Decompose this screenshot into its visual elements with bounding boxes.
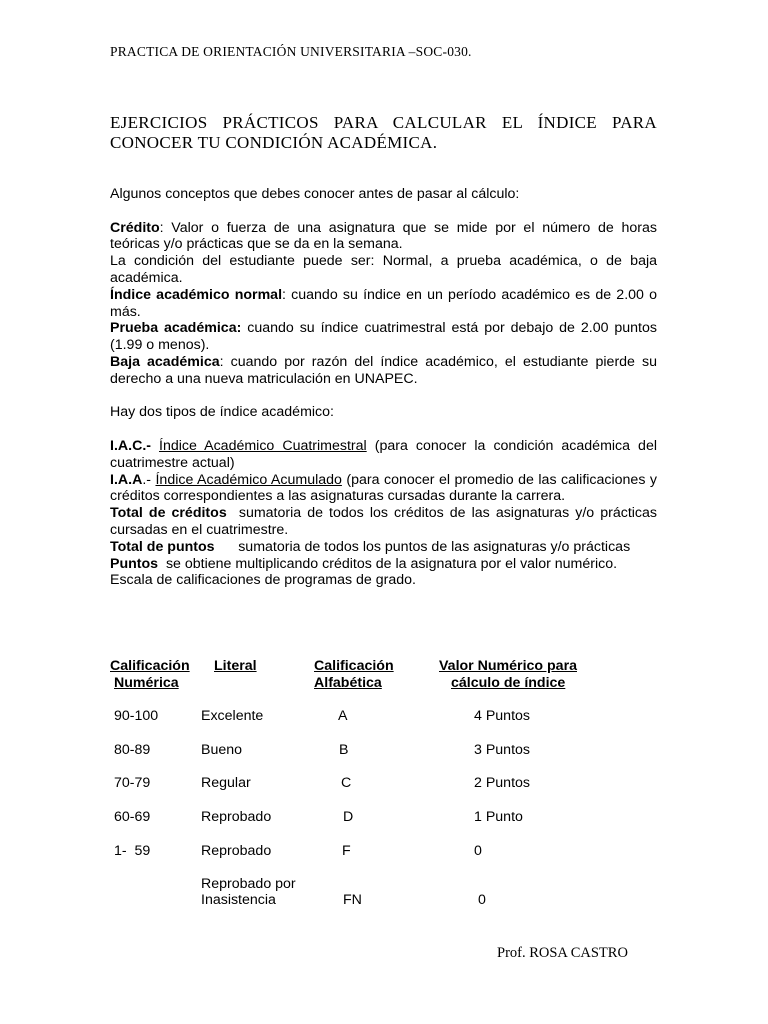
table-cell-literal-2: Inasistencia [201,892,276,908]
concept-text: : cuando por razón del índice académico, el estudiante pierde su derecho a una nueva matriculación en UNAPEC. [110,353,657,387]
tipo-separator: .- [142,471,156,488]
table-cell-numerica: 60-69 [114,809,151,825]
tipo-iaa [110,472,657,506]
table-cell-literal: Reprobado [201,809,272,825]
table-cell-literal: Regular [201,775,251,791]
table-cell-valor: 4 Puntos [474,708,531,724]
concept-term: Prueba académica: [110,320,242,337]
concept-text: : Valor o fuerza de una asignatura que se mide por el número de horas teóricas y/o prácticas que se da en la semana. [110,219,657,253]
signature: Prof. ROSA CASTRO [497,945,628,961]
table-cell-literal: Excelente [201,708,264,724]
table-cell-valor: 1 Punto [474,809,523,825]
intro-text: Algunos conceptos que debes conocer antes de pasar al cálculo: [110,186,520,202]
def-total-puntos [110,539,657,556]
document-body [110,186,661,589]
col-header-calificacion-numerica: Calificación [110,658,190,674]
concept-baja [110,354,657,388]
col-header-valor-numerico-2: cálculo de índice [451,675,566,691]
table-cell-valor: 3 Puntos [474,742,531,758]
def-term: Total de puntos [110,538,215,555]
col-header-valor-numerico: Valor Numérico para [439,658,577,674]
def-total-creditos [110,505,661,539]
def-text: se obtiene multiplicando créditos de la asignatura por el valor numérico. [158,555,618,572]
concept-condicion: La condición del estudiante puede ser: Normal, a prueba académica, o de baja académica. [110,253,657,286]
concept-prueba [110,320,657,354]
concept-term: Baja académica [110,353,220,370]
def-text: sumatoria de todos los créditos de las asignaturas y/o prácticas cursadas en el cuatrimestre. [110,505,661,538]
col-header-calificacion-alfabetica-2: Alfabética [314,675,382,691]
tipo-iac [110,438,657,472]
table-cell-alfabetica: D [343,809,354,825]
table-cell-alfabetica: A [338,708,348,724]
col-header-calificacion-numerica-2: Numérica [114,675,179,691]
def-term: Puntos [110,555,159,572]
table-cell-alfabetica: FN [343,892,362,908]
table-cell-alfabetica: C [341,775,352,791]
table-cell-valor: 0 [474,843,482,859]
concept-text: cuando su índice cuatrimestral está por debajo de 2.00 puntos (1.99 o menos). [110,320,657,354]
concept-term: Índice académico normal [110,286,283,303]
table-cell-literal: Bueno [201,742,243,758]
table-cell-numerica: 70-79 [114,775,151,791]
table-cell-alfabetica: F [342,843,351,859]
concept-credito [110,220,657,254]
table-cell-literal: Reprobado por [201,876,296,892]
concept-text: : cuando su índice en un período académico es de 2.00 o más. [110,286,658,320]
tipo-text: (para conocer el promedio de las calificaciones y créditos correspondientes a las asignaturas cursadas durante la carrera. [110,471,657,505]
col-header-literal: Literal [214,658,257,674]
escala-text: Escala de calificaciones de programas de grado. [110,572,416,589]
table-cell-alfabetica: B [339,742,349,758]
concept-term: Crédito [110,219,160,236]
document-header: PRACTICA DE ORIENTACIÓN UNIVERSITARIA –SOC-030. [110,44,472,59]
table-cell-valor: 0 [478,892,486,908]
tipo-name: Índice Académico Acumulado [155,471,342,488]
table-cell-numerica: 1- 59 [114,843,151,859]
tipo-term: I.A.A [110,471,143,488]
table-cell-numerica: 90-100 [114,708,159,724]
document-title: EJERCICIOS PRÁCTICOS PARA CALCULAR EL ÍNDICE PARA CONOCER TU CONDICIÓN ACADÉMICA. [110,113,657,152]
tipo-text: (para conocer la condición académica del cuatrimestre actual) [110,437,657,471]
table-cell-valor: 2 Puntos [474,775,531,791]
def-puntos [110,556,657,573]
table-cell-numerica: 80-89 [114,742,151,758]
col-header-calificacion-alfabetica: Calificación [314,658,394,674]
tipo-term: I.A.C.- [110,437,151,454]
tipos-intro: Hay dos tipos de índice académico: [110,404,334,421]
def-text: sumatoria de todos los puntos de las asignaturas y/o prácticas [214,538,631,555]
concept-normal [110,287,657,321]
table-cell-literal: Reprobado [201,843,272,859]
def-term: Total de créditos [110,505,227,522]
tipo-name: Índice Académico Cuatrimestral [159,437,367,454]
